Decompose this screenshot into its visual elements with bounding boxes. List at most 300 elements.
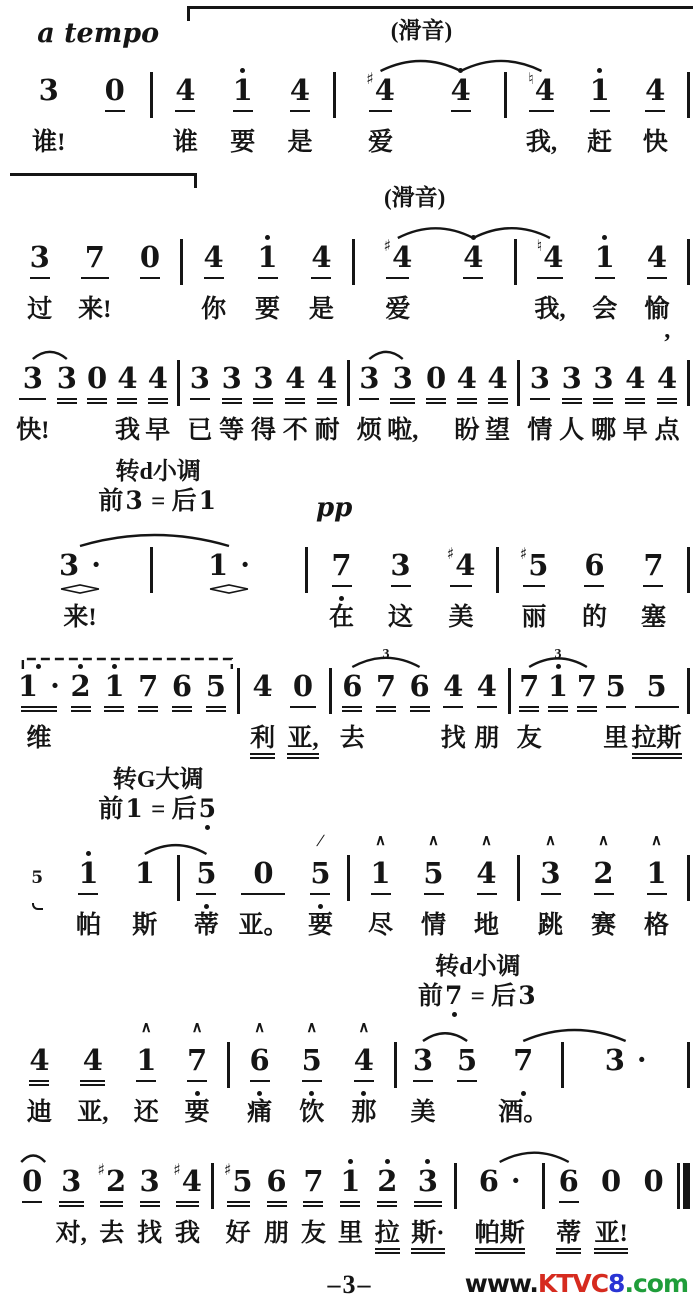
lyric-text: 是: [287, 129, 313, 156]
music-line: [10, 767, 690, 946]
duration-underlines: [18, 704, 60, 715]
duration-underlines: [27, 275, 53, 286]
measure: [153, 525, 305, 638]
duration-underlines: [383, 275, 412, 286]
barline: [687, 72, 690, 118]
lyric: [287, 723, 318, 759]
duration-underlines: [219, 396, 245, 407]
note-marks: [481, 833, 492, 849]
measure: [336, 50, 504, 163]
lyric-text: 美: [448, 604, 474, 631]
accent-mark: ∧: [428, 833, 439, 849]
note-figure: [559, 1165, 579, 1199]
lyric-text: 不: [282, 417, 308, 444]
lyric: [623, 415, 648, 451]
duration-underlines: [184, 1078, 210, 1089]
note-marks: [212, 217, 216, 233]
note-figure: [208, 549, 250, 583]
notes-row: [10, 217, 690, 330]
note-cell: [19, 1141, 45, 1254]
underline: [414, 1201, 441, 1203]
lyric: [64, 415, 70, 451]
note-figure: [257, 241, 277, 275]
underline: [377, 1205, 397, 1207]
underline: [206, 710, 226, 712]
octave-dot-below: [309, 1091, 314, 1096]
note-figure: [57, 362, 77, 396]
lyric: [238, 910, 288, 946]
measure: [507, 50, 687, 163]
duration-underlines: [68, 704, 94, 715]
underline: [285, 398, 305, 400]
note-figure: [446, 544, 476, 583]
measure: [214, 1141, 454, 1254]
augmentation-dot: ·: [91, 548, 101, 581]
lyric-text: 烦: [356, 417, 382, 444]
underline: [176, 1205, 199, 1207]
music-lines-container: [10, 4, 690, 1254]
lyric: [99, 1218, 124, 1254]
lyric: [26, 723, 51, 759]
note-cell: [337, 1141, 363, 1254]
note-digit: 2: [377, 1164, 398, 1198]
key-change-title: 转d小调: [115, 459, 201, 485]
lyric-text: 蒂: [556, 1220, 581, 1254]
note-digit: 3: [593, 361, 614, 395]
lyric: [474, 910, 499, 946]
duration-underlines: [644, 275, 670, 286]
key-change-text: 后: [171, 795, 197, 823]
barline: [687, 239, 690, 285]
accent-mark: ∧: [651, 833, 662, 849]
note-cell: [592, 217, 618, 330]
duration-underlines: [300, 1199, 326, 1210]
duration-underlines: [203, 704, 229, 715]
key-change-note: 3: [125, 485, 143, 515]
music-line: [10, 459, 690, 638]
note-figure: [476, 857, 496, 891]
note-cell: [282, 338, 308, 451]
measure: [545, 1141, 677, 1254]
sharp-accidental: ♯: [383, 236, 392, 255]
note-figure: [317, 362, 337, 396]
lyric-text: 得: [250, 417, 276, 444]
note-digit: 3: [540, 856, 561, 890]
note-figure: [370, 857, 390, 891]
note-digit: 7: [375, 669, 397, 703]
duration-underlines: [314, 396, 340, 407]
duration-underlines: [102, 108, 128, 119]
lyric: [385, 294, 410, 330]
measure: [499, 525, 687, 638]
underline: [647, 277, 667, 279]
underline: [359, 398, 379, 400]
note-marks: [532, 525, 536, 541]
duration-underlines: [287, 108, 313, 119]
note-figure: [104, 670, 124, 704]
duration-underlines: [54, 396, 80, 407]
barline: [687, 855, 690, 901]
underline: [457, 1080, 477, 1082]
note-figure: [22, 1165, 42, 1199]
underline: [148, 398, 168, 400]
lyric: [63, 602, 96, 638]
note-digit: 4: [455, 548, 476, 582]
note-figure: [593, 857, 613, 891]
note-marks: [614, 646, 618, 662]
augmentation-dot: ·: [50, 669, 60, 702]
octave-zone-below: [257, 1089, 262, 1097]
note-marks: [261, 646, 265, 662]
note-digit: 4: [147, 361, 168, 395]
lyric-text: 帕: [75, 912, 101, 939]
note-digit: 1: [370, 856, 391, 890]
underline: [410, 710, 430, 712]
augmentation-dot: ·: [240, 548, 250, 581]
note-cell: [201, 217, 227, 330]
note-figure: [390, 549, 410, 583]
note-marks: [498, 1141, 502, 1157]
note-figure: [354, 1044, 374, 1078]
underline: [562, 402, 582, 404]
underline: [488, 398, 508, 400]
note-digit: 3: [359, 361, 380, 395]
note-figure: [59, 549, 101, 583]
duration-underlines: [454, 396, 480, 407]
note-cell: [520, 525, 549, 638]
note-cell: [208, 525, 250, 638]
note-marks: [663, 330, 672, 356]
measure: [564, 1020, 687, 1133]
underline: [414, 1205, 441, 1207]
octave-dot-below: [195, 1091, 200, 1096]
slash-mark: /: [315, 831, 327, 850]
note-digit: 4: [311, 240, 332, 274]
underline: [81, 277, 108, 279]
note-figure: [584, 549, 604, 583]
lyric: [538, 910, 563, 946]
underline: [410, 706, 430, 708]
note-digit: 4: [289, 73, 311, 107]
note-digit: 4: [456, 361, 477, 395]
note-digit: 5: [646, 669, 667, 703]
note-marks: [205, 833, 209, 849]
underline: [138, 706, 158, 708]
note-marks: [471, 217, 475, 233]
note-digit: 4: [203, 240, 224, 274]
note-cell: [641, 1141, 667, 1254]
note-cell: [132, 833, 158, 946]
duration-underlines: [337, 1199, 363, 1210]
note-figure: [383, 236, 413, 275]
duration-underlines: [640, 583, 666, 594]
underline: [117, 398, 137, 400]
note-figure: [196, 857, 216, 891]
lyric: [587, 127, 612, 163]
lyric: [351, 1097, 376, 1133]
measure: [520, 833, 687, 946]
note-figure: [601, 1165, 621, 1199]
note-cell: [264, 1141, 290, 1254]
note-figure: [172, 670, 192, 704]
lyric: [329, 602, 354, 638]
note-marks: [47, 50, 51, 66]
note-cell: [101, 646, 127, 759]
note-marks: [418, 646, 422, 662]
note-digit: 4: [285, 361, 306, 395]
note-cell: [97, 1141, 126, 1254]
octave-dot-below: [452, 1012, 457, 1017]
note-digit: 4: [374, 73, 395, 107]
note-cell: [590, 338, 616, 451]
underline: [104, 706, 124, 708]
underline: [595, 277, 615, 279]
underline: [529, 110, 554, 112]
lyric-text: 拉斯: [632, 725, 682, 759]
note-figure: [562, 362, 582, 396]
underline: [369, 110, 392, 112]
note-digit: 4: [487, 361, 508, 395]
note-marks: [320, 217, 324, 233]
lyric: [375, 1218, 400, 1254]
notes-row: [10, 1141, 690, 1254]
note-figure: [18, 670, 60, 704]
underline: [635, 706, 679, 708]
duration-underlines: [498, 1078, 548, 1089]
note-cell: [640, 525, 666, 638]
notes-row: [10, 50, 690, 163]
duration-underlines: [474, 891, 500, 902]
duration-underlines: [230, 108, 256, 119]
underline: [457, 398, 477, 400]
note-marks: [340, 525, 344, 541]
note-figure: [39, 74, 59, 108]
final-barline: [677, 1163, 690, 1209]
octave-zone-below: [204, 902, 209, 910]
note-marks: [538, 338, 542, 354]
note-marks: [87, 833, 91, 849]
lyric: [591, 415, 616, 451]
duration-underlines: [329, 583, 355, 594]
lyric: [591, 910, 616, 946]
underline: [21, 710, 57, 712]
note-cell: [299, 1020, 325, 1133]
lyric: [603, 723, 628, 759]
lyric: [655, 415, 680, 451]
note-digit: 4: [625, 361, 646, 395]
duration-underlines: [622, 396, 648, 407]
lyric-text: 斯: [132, 912, 158, 939]
note-figure: [528, 69, 555, 108]
underline: [657, 402, 677, 404]
note-figure: [29, 1044, 49, 1078]
notes-row: [10, 1020, 690, 1133]
note-figure: [253, 857, 273, 891]
note-digit: 7: [187, 1043, 208, 1077]
note-cell: [250, 338, 276, 451]
underline: [537, 277, 562, 279]
breath-mark: ’: [663, 330, 672, 356]
lyric: [650, 1218, 656, 1254]
lyric: [411, 1218, 444, 1254]
octave-dot-above: [597, 68, 602, 73]
lyric: [623, 1097, 629, 1133]
duration-underlines: [545, 704, 571, 715]
notes-row: [10, 330, 690, 451]
note-marks: [603, 217, 607, 233]
note-figure: [643, 1165, 663, 1199]
duration-underlines: [474, 704, 500, 715]
note-figure: [293, 670, 313, 704]
underline: [424, 893, 444, 895]
note-marks: [38, 1020, 42, 1036]
lyric-text: 你: [201, 296, 227, 323]
note-marks: [421, 1020, 425, 1036]
octave-zone-below: [318, 902, 323, 910]
octave-zone-below: [32, 902, 43, 910]
note-digit: 7: [643, 548, 664, 582]
lyric-text: 那: [351, 1099, 377, 1126]
duration-underlines: [264, 1199, 290, 1210]
note-figure: [625, 362, 645, 396]
note-digit: 3: [392, 361, 413, 395]
note-cell: [460, 217, 486, 330]
underline: [172, 710, 192, 712]
lyric: [584, 723, 590, 759]
duration-underlines: [75, 891, 101, 902]
note-marks: [146, 646, 150, 662]
lyric: [185, 1097, 210, 1133]
lyric-text: 朋: [264, 1220, 290, 1247]
note-digit: 5: [232, 1164, 253, 1198]
note-digit: 7: [303, 1164, 324, 1198]
underline: [253, 402, 273, 404]
note-digit: 6: [584, 548, 605, 582]
notes-row: [10, 646, 690, 759]
lyric: [247, 1097, 272, 1133]
duration-underlines: [475, 1199, 525, 1210]
note-digit: 4: [645, 73, 666, 107]
note-marks: [293, 338, 297, 354]
lyric: [592, 294, 617, 330]
note-cell: [16, 338, 49, 451]
note-digit: 5: [196, 856, 217, 890]
note-cell: [373, 646, 399, 759]
note-digit: 6: [266, 1164, 287, 1198]
natural-accidental: ♮: [536, 236, 543, 255]
note-digit: 3: [189, 361, 210, 395]
octave-dot-above: [265, 235, 270, 240]
lyric: [132, 910, 157, 946]
lyric: [383, 723, 389, 759]
note-cell: [193, 833, 219, 946]
note-cell: [545, 646, 571, 759]
underline: [606, 706, 626, 708]
lyric-text: 来!: [78, 296, 112, 323]
lyric: [213, 723, 219, 759]
note-figure: [30, 241, 50, 275]
note-figure: [290, 74, 310, 108]
lyric-text: 等: [219, 417, 245, 444]
note-figure: [204, 241, 224, 275]
lyric-text: 尽: [367, 912, 393, 939]
note-digit: 5: [528, 548, 549, 582]
note-cell: [448, 50, 474, 163]
duration-underlines: [581, 583, 607, 594]
note-marks: [358, 1020, 369, 1036]
note-marks: [230, 338, 234, 354]
underline: [342, 710, 362, 712]
underline: [450, 585, 473, 587]
note-figure: [136, 1044, 156, 1078]
note-cell: [187, 338, 213, 451]
lyric: [338, 1218, 363, 1254]
lyric-text: 情: [527, 417, 553, 444]
lyric: [410, 1097, 435, 1133]
lyric-text: 爱: [368, 129, 394, 156]
lyric: [16, 415, 49, 451]
music-line: [10, 646, 690, 759]
key-change-note: 1: [198, 485, 216, 515]
note-cell: [605, 1020, 647, 1133]
lyric-text: 我,: [525, 129, 558, 156]
duration-underlines: [351, 1078, 377, 1089]
underline: [290, 110, 310, 112]
duration-underlines: [644, 891, 670, 902]
lyric: [299, 1097, 324, 1133]
lyric: [27, 1097, 52, 1133]
note-marks: [113, 50, 117, 66]
note-figure: [423, 857, 443, 891]
underline: [57, 398, 77, 400]
underline: [80, 1084, 105, 1086]
note-cell: [383, 217, 412, 330]
underline: [303, 1205, 323, 1207]
octave-dot-above: [36, 664, 41, 669]
lyric-text: 斯·: [411, 1220, 444, 1254]
note-marks: [325, 338, 329, 354]
note-marks: [38, 217, 42, 233]
key-change-text: =: [464, 982, 492, 1010]
lyric-text: 我: [174, 1220, 200, 1247]
note-marks: [236, 1141, 240, 1157]
note-figure: [519, 670, 539, 704]
lyric: [32, 127, 65, 163]
lyric: [340, 723, 365, 759]
note-figure: [443, 670, 463, 704]
lyric-text: 塞: [640, 604, 666, 631]
note-cell: [84, 338, 110, 451]
underline: [443, 706, 463, 708]
measure: [397, 1020, 561, 1133]
note-cell: [56, 1141, 87, 1254]
duration-underlines: [411, 1199, 444, 1210]
accent-mark: ∧: [191, 1020, 203, 1036]
note-marks: [465, 338, 469, 354]
natural-accidental: ♮: [528, 69, 534, 88]
note-figure: [418, 1165, 438, 1199]
note-digit: 4: [82, 1043, 103, 1077]
duration-underlines: [373, 704, 399, 715]
lyric-text: 会: [592, 296, 618, 323]
underline: [625, 398, 645, 400]
note-cell: [255, 217, 281, 330]
music-line: [10, 4, 690, 163]
underline: [519, 710, 539, 712]
duration-underlines: [307, 891, 333, 902]
lyric: [34, 910, 40, 946]
lyric: [56, 1218, 87, 1254]
